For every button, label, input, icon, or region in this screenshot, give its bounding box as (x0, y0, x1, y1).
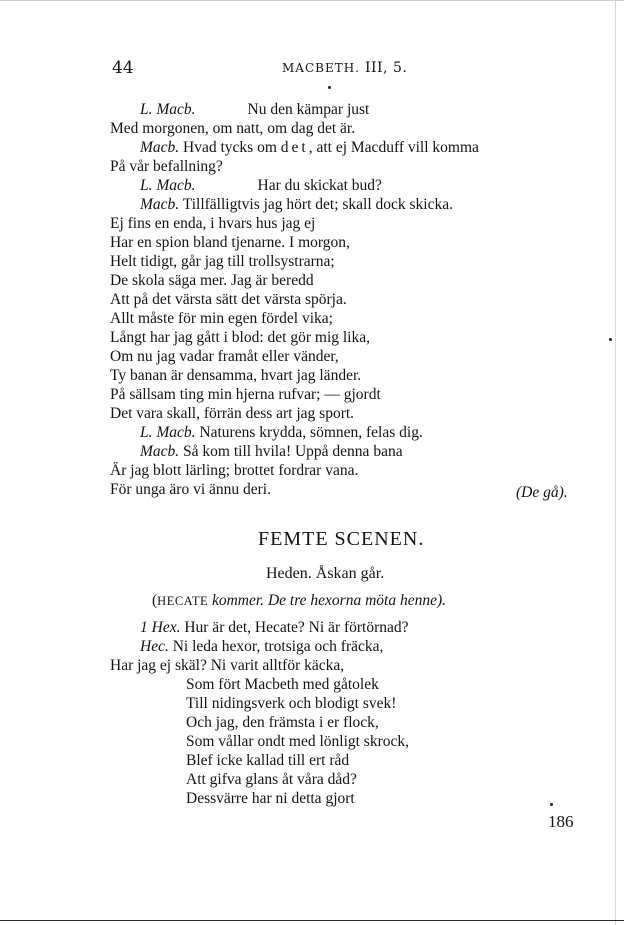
verse-line: L. Macb. Har du skickat bud? (140, 177, 382, 194)
running-head-ref: III, 5. (364, 60, 408, 76)
verse-line: Som vållar ondt med lönligt skrock, (186, 733, 410, 750)
verse-line: Har jag ej skäl? Ni varit alltför käcka, (110, 657, 345, 674)
exit-direction: (De gå). (516, 484, 568, 501)
scene-place: Heden. Åskan går. (266, 565, 385, 582)
verse-line: Är jag blott lärling; brottet fordrar vana. (110, 462, 359, 479)
verse-line: L. Macb. Naturens krydda, sömnen, felas dig. (140, 424, 423, 441)
verse-line: Att gifva glans åt våra dåd? (186, 771, 357, 788)
scene-title: FEMTE SCENEN. (258, 528, 425, 550)
signature-mark: 186 (548, 812, 574, 831)
running-head (282, 60, 407, 76)
verse-line: Långt har jag gått i blod: det gör mig lika, (110, 329, 370, 346)
verse-line: Med morgonen, om natt, om dag det är. (110, 120, 356, 137)
verse-line: Det vara skall, förrän dess art jag sport. (110, 405, 355, 422)
verse-line: L. Macb. Nu den kämpar just (140, 101, 370, 118)
running-head-title: MACBETH. (282, 61, 360, 75)
verse-line: 1 Hex. Hur är det, Hecate? Ni är förtörnad? (140, 619, 409, 636)
stage-direction-entry: (HECATE kommer. De tre hexorna möta henne). (152, 592, 446, 609)
verse-line: Om nu jag vadar framåt eller vänder, (110, 348, 339, 365)
page-top-edge (0, 0, 624, 5)
verse-line: Helt tidigt, går jag till trollsystrarna; (110, 253, 335, 270)
verse-line: Har en spion bland tjenarne. I morgon, (110, 234, 350, 251)
verse-line: Som fört Macbeth med gåtolek (186, 676, 379, 693)
verse-line: På vår befallning? (110, 158, 223, 175)
verse-line: De skola säga mer. Jag är beredd (110, 272, 314, 289)
verse-line: Hec. Ni leda hexor, trotsiga och fräcka, (140, 638, 384, 655)
speck (550, 803, 553, 806)
verse-line: På sällsam ting min hjerna rufvar; — gjordt (110, 386, 381, 403)
speck (328, 86, 331, 89)
verse-line: Allt måste för min egen fördel vika; (110, 310, 333, 327)
verse-line: Macb. Tillfälligtvis jag hört det; skall dock skicka. (140, 196, 454, 213)
verse-line: Blef icke kallad till ert råd (186, 752, 350, 769)
verse-line: Macb. Hvad tycks om det, att ej Macduff vill komma (140, 139, 479, 156)
verse-line: Och jag, den främsta i er flock, (186, 714, 379, 731)
verse-line: Att på det värsta sätt det värsta spörja. (110, 291, 347, 308)
speck (609, 338, 612, 341)
verse-line: Ty banan är densamma, hvart jag länder. (110, 367, 362, 384)
verse-line: Macb. Så kom till hvila! Uppå denna bana (140, 443, 403, 460)
verse-line: Till nidingsverk och blodigt svek! (186, 695, 397, 712)
verse-line: Ej fins en enda, i hvars hus jag ej (110, 215, 316, 232)
page-bottom-edge (0, 920, 624, 921)
page-right-edge (615, 0, 616, 925)
verse-line: För unga äro vi ännu deri. (110, 481, 271, 498)
page-number: 44 (112, 58, 134, 78)
verse-line: Dessvärre har ni detta gjort (186, 790, 355, 807)
